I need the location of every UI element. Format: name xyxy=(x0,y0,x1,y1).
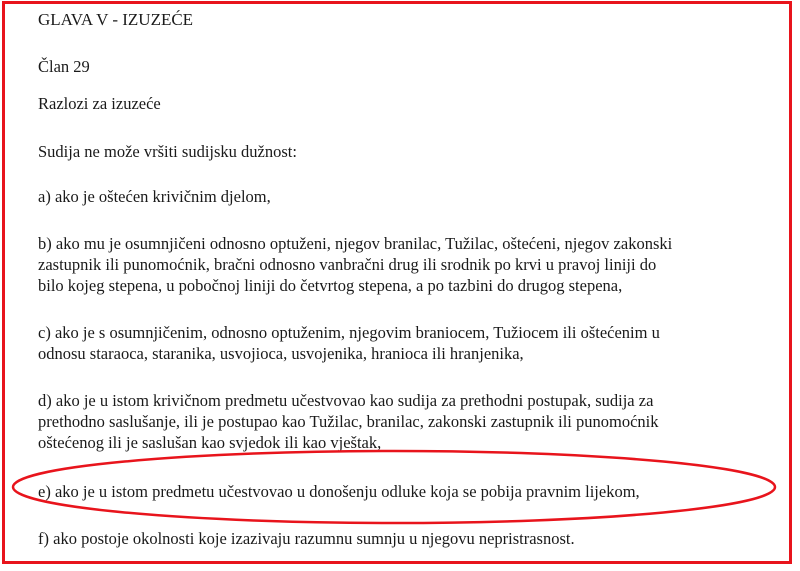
article-subtitle: Razlozi za izuzeće xyxy=(38,94,161,113)
item-e-line: e) ako je u istom predmetu učestvovao u donošenju odluke koja se pobija pravnim lijekom, xyxy=(38,482,640,501)
item-b-line: zastupnik ili punomoćnik, bračni odnosno vanbračni drug ili srodnik po krvi u pravoj liniji do xyxy=(38,255,657,274)
item-f xyxy=(38,528,575,549)
item-e xyxy=(38,481,640,502)
item-c-line: odnosu staraoca, staranika, usvojioca, usvojenika, hranioca ili hranjenika, xyxy=(38,344,524,363)
article-title: Član 29 xyxy=(38,57,90,76)
item-d-line: prethodno saslušanje, ili je postupao kao Tužilac, branilac, zakonski zastupnik ili punomoćnik xyxy=(38,412,659,431)
item-f-line: f) ako postoje okolnosti koje izazivaju razumnu sumnju u njegovu nepristrasnost. xyxy=(38,529,575,548)
item-d-line: d) ako je u istom krivičnom predmetu učestvovao kao sudija za prethodni postupak, sudija za xyxy=(38,391,654,410)
item-c xyxy=(38,322,660,364)
item-a-line: a) ako je oštećen krivičnim djelom, xyxy=(38,187,271,206)
item-d-line: oštećenog ili je saslušan kao svjedok ili kao vještak, xyxy=(38,433,382,452)
item-b-line: bilo kojeg stepena, u pobočnoj liniji do četvrtog stepena, a po tazbini do drugog stepena, xyxy=(38,276,623,295)
item-b xyxy=(38,233,672,296)
item-b-line: b) ako mu je osumnjičeni odnosno optuženi, njegov branilac, Tužilac, oštećeni, njegov zakonski xyxy=(38,234,673,253)
intro-paragraph: Sudija ne može vršiti sudijsku dužnost: xyxy=(38,142,297,161)
item-a xyxy=(38,186,271,207)
item-d xyxy=(38,390,658,453)
item-c-line: c) ako je s osumnjičenim, odnosno optuženim, njegovim braniocem, Tužiocem ili oštećenim u xyxy=(38,323,660,342)
chapter-title: GLAVA V - IZUZEĆE xyxy=(38,10,194,29)
